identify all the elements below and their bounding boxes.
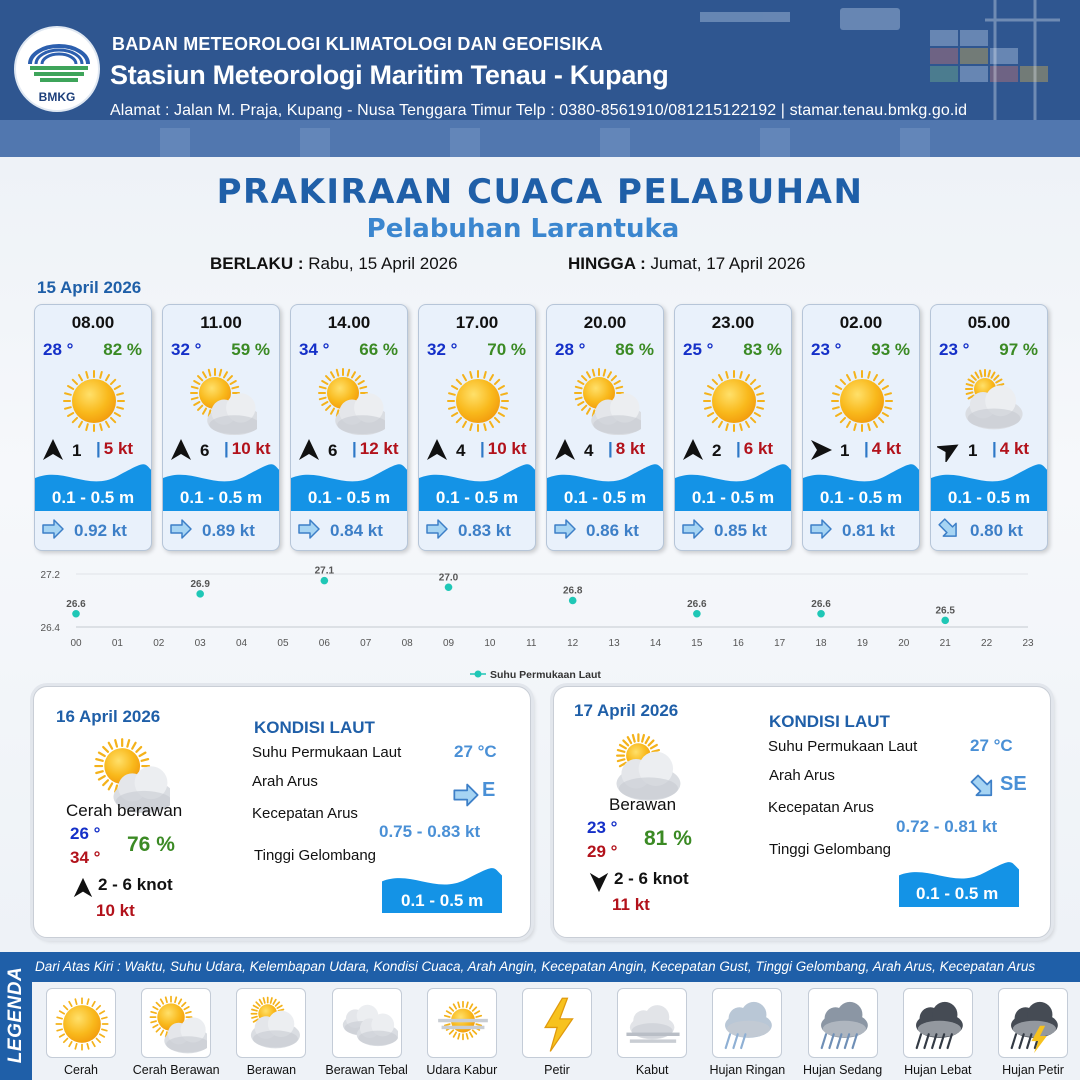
thunderstorm-icon	[1004, 994, 1064, 1054]
x-tick-label: 02	[153, 638, 165, 649]
gust-speed: | 6 kt	[736, 439, 774, 458]
current-speed: 0.85 kt	[714, 521, 767, 540]
legend-item-label: Berawan	[246, 1063, 297, 1077]
gust-value: 10 kt	[231, 439, 271, 458]
legend-icon-box	[808, 988, 878, 1058]
x-tick-label: 16	[732, 638, 744, 649]
current-speed: 0.81 kt	[842, 521, 895, 540]
wind-direction-east-arrow-icon	[809, 438, 833, 462]
sst-label: Suhu Permukaan Laut	[768, 738, 918, 755]
current-speed: 0.84 kt	[330, 521, 383, 540]
x-tick-label: 03	[194, 638, 206, 649]
wave-height: 0.1 - 0.5 m	[819, 488, 903, 507]
legend-item-label: Hujan Sedang	[802, 1063, 883, 1077]
y-tick-label: 27.2	[40, 570, 60, 581]
gust-speed: | 12 kt	[352, 439, 399, 458]
agency-name: BADAN METEOROLOGI KLIMATOLOGI DAN GEOFISIKA	[112, 34, 603, 54]
legend-item-label: Kabut	[635, 1063, 669, 1077]
hour-card	[802, 304, 920, 551]
wind-speed-range: 2 - 6 knot	[614, 869, 689, 888]
wave-height: 0.1 - 0.5 m	[947, 488, 1031, 507]
current-speed-label: Kecepatan Arus	[768, 799, 874, 816]
x-tick-label: 14	[649, 638, 662, 649]
temperature-min: 26 °	[70, 824, 101, 843]
valid-to-value: Jumat, 17 April 2026	[650, 254, 806, 273]
day-date: 16 April 2026	[56, 707, 161, 726]
air-temperature: 28 °	[43, 340, 74, 359]
legend-item	[617, 988, 687, 1077]
today-date: 15 April 2026	[37, 278, 142, 297]
wave-height-value: 0.1 - 0.5 m	[916, 884, 999, 903]
sst-point	[817, 610, 825, 618]
hour-card	[290, 304, 408, 551]
x-tick-label: 00	[70, 638, 82, 649]
x-tick-label: 08	[401, 638, 413, 649]
current-speed-value: 0.72 - 0.81 kt	[896, 817, 998, 836]
sun-cloud-icon	[571, 367, 641, 435]
sst-point	[693, 610, 701, 618]
humidity: 93 %	[871, 340, 910, 359]
sst-point	[445, 583, 453, 591]
humidity: 66 %	[359, 340, 398, 359]
x-tick-label: 05	[277, 638, 289, 649]
lightning-icon	[528, 994, 588, 1054]
wind-direction-north-arrow-icon	[553, 438, 577, 462]
hour-card	[546, 304, 664, 551]
wind-direction-north-arrow-icon	[425, 438, 449, 462]
air-temperature: 23 °	[939, 340, 970, 359]
port-name: Pelabuhan Larantuka	[366, 214, 680, 244]
gust-speed: | 10 kt	[224, 439, 271, 458]
current-speed: 0.80 kt	[970, 521, 1023, 540]
forecast-time: 20.00	[583, 313, 627, 332]
wave-height: 0.1 - 0.5 m	[435, 488, 519, 507]
sun-icon	[52, 994, 112, 1054]
air-temperature: 28 °	[555, 340, 586, 359]
bmkg-logo	[14, 26, 100, 112]
sst-point	[321, 577, 329, 585]
haze-icon	[433, 994, 493, 1054]
legend-description: Dari Atas Kiri : Waktu, Suhu Udara, Kelembapan Udara, Kondisi Cuaca, Arah Angin, Kecepatan Angin, Kecepatan Gust, Tinggi Gelombang, Arah Arus, Kecepatan Arus	[35, 959, 1036, 974]
temperature-max: 29 °	[587, 842, 618, 861]
humidity: 59 %	[231, 340, 270, 359]
current-speed-label: Kecepatan Arus	[252, 805, 358, 822]
y-tick-label: 26.4	[40, 623, 60, 634]
legend-icon-box	[903, 988, 973, 1058]
temperature-min: 23 °	[587, 818, 618, 837]
sst-data-label: 27.1	[314, 565, 335, 577]
gust-speed: | 8 kt	[608, 439, 646, 458]
legend-item-label: Berawan Tebal	[325, 1063, 408, 1077]
valid-from-value: Rabu, 15 April 2026	[308, 254, 458, 273]
wind-direction-north-arrow-icon	[41, 438, 65, 462]
sst-point	[569, 597, 577, 605]
legend-icon-box	[427, 988, 497, 1058]
gust-value: 10 kt	[487, 439, 527, 458]
x-tick-label: 11	[526, 638, 537, 649]
current-direction-east-arrow-icon	[425, 518, 449, 540]
sst-data-label: 26.8	[562, 585, 583, 597]
sst-data-label: 26.6	[811, 598, 831, 610]
wind-speed: 1	[968, 441, 978, 460]
wind-speed-range: 2 - 6 knot	[98, 875, 173, 894]
wave-height: 0.1 - 0.5 m	[179, 488, 263, 507]
heavy-rain-icon	[909, 994, 969, 1054]
legend-item-label: Udara Kabur	[426, 1063, 498, 1077]
logo-text: BMKG	[38, 90, 76, 104]
sun-icon	[699, 367, 769, 435]
wind-speed: 4	[456, 441, 466, 460]
hour-card	[34, 304, 152, 551]
legend-item-label: Cerah	[63, 1063, 99, 1077]
legend-icon-box	[236, 988, 306, 1058]
humidity: 97 %	[999, 340, 1038, 359]
station-address: Alamat : Jalan M. Praja, Kupang - Nusa Tenggara Timur Telp : 0380-8561910/081215122192 | stamar.tenau.bmkg.go.id	[110, 102, 968, 119]
humidity: 86 %	[615, 340, 654, 359]
wind-speed: 2	[712, 441, 722, 460]
sst-label: Suhu Permukaan Laut	[252, 744, 402, 761]
x-tick-label: 12	[567, 638, 579, 649]
legend-item	[236, 988, 306, 1077]
wind-direction-northeast-arrow-icon	[937, 438, 961, 462]
hour-card	[930, 304, 1048, 551]
x-tick-label: 23	[1022, 638, 1034, 649]
x-tick-label: 09	[442, 638, 455, 649]
hour-card	[674, 304, 792, 551]
fog-icon	[623, 994, 683, 1054]
humidity: 70 %	[487, 340, 526, 359]
current-direction-east-arrow-icon	[809, 518, 833, 540]
wind-speed: 1	[72, 441, 82, 460]
gust-speed: | 4 kt	[992, 439, 1030, 458]
wind-speed: 6	[200, 441, 210, 460]
legend-item	[426, 988, 498, 1077]
legend-item	[46, 988, 116, 1077]
weather-condition: Berawan	[609, 795, 677, 814]
legend-icon-box	[617, 988, 687, 1058]
legend-icon-box	[332, 988, 402, 1058]
wave-height: 0.1 - 0.5 m	[563, 488, 647, 507]
current-direction-label: Arah Arus	[769, 767, 835, 784]
wind-direction-north-arrow-icon	[681, 438, 705, 462]
forecast-time: 02.00	[839, 313, 883, 332]
x-tick-label: 22	[981, 638, 993, 649]
legend-item	[998, 988, 1068, 1077]
sst-point	[196, 590, 204, 598]
current-speed: 0.92 kt	[74, 521, 127, 540]
sst-data-label: 26.6	[687, 598, 707, 610]
wave-height-value: 0.1 - 0.5 m	[401, 891, 484, 910]
sst-data-label: 26.9	[190, 578, 210, 590]
gust-value: 12 kt	[359, 439, 399, 458]
current-direction-east-arrow-icon	[681, 518, 705, 540]
wind-direction-south-arrow-icon	[588, 871, 610, 893]
valid-from-label: BERLAKU :	[210, 254, 304, 273]
legend-icon-box	[141, 988, 211, 1058]
moderate-rain-icon	[814, 994, 874, 1054]
gust-value: 6 kt	[743, 439, 774, 458]
wind-direction-north-arrow-icon	[297, 438, 321, 462]
gust-speed: 10 kt	[96, 901, 135, 920]
cloudy-icon	[955, 367, 1025, 435]
gust-speed: | 10 kt	[480, 439, 527, 458]
air-temperature: 25 °	[683, 340, 714, 359]
sea-conditions-title: KONDISI LAUT	[254, 718, 375, 737]
gust-value: 8 kt	[615, 439, 646, 458]
wind-speed: 1	[840, 441, 850, 460]
forecast-time: 17.00	[455, 313, 499, 332]
legend-item	[522, 988, 592, 1077]
gust-value: 4 kt	[871, 439, 902, 458]
current-direction-southeast-arrow-icon	[937, 518, 961, 540]
wave-height: 0.1 - 0.5 m	[307, 488, 391, 507]
overcast-icon	[338, 994, 398, 1054]
current-direction-east-arrow-icon	[452, 782, 480, 808]
current-direction-value: SE	[1000, 773, 1027, 795]
hour-card	[418, 304, 536, 551]
legend-side-bar	[0, 952, 32, 1080]
wave-height-label: Tinggi Gelombang	[254, 847, 377, 864]
sst-data-label: 26.6	[66, 598, 86, 610]
legend-icon-box	[522, 988, 592, 1058]
legend-marker	[475, 671, 482, 678]
wave-height-label: Tinggi Gelombang	[769, 841, 892, 858]
x-tick-label: 04	[236, 638, 248, 649]
light-rain-icon	[718, 994, 778, 1054]
x-tick-label: 18	[815, 638, 827, 649]
x-tick-label: 13	[608, 638, 620, 649]
weather-condition: Cerah berawan	[66, 801, 183, 820]
forecast-time: 08.00	[71, 313, 115, 332]
x-tick-label: 21	[939, 638, 951, 649]
legend-item	[802, 988, 883, 1077]
current-direction-value: E	[482, 779, 496, 801]
sun-cloud-icon	[315, 367, 385, 435]
humidity: 83 %	[743, 340, 782, 359]
air-temperature: 32 °	[171, 340, 202, 359]
valid-from	[210, 254, 458, 274]
legend-title: LEGENDA	[5, 966, 26, 1064]
cloudy-icon	[242, 994, 302, 1054]
sst-value: 27 °C	[970, 736, 1013, 755]
gust-value: 4 kt	[999, 439, 1030, 458]
legend-item	[325, 988, 408, 1077]
sst-data-label: 26.5	[935, 605, 955, 617]
x-tick-label: 19	[856, 638, 868, 649]
current-speed: 0.89 kt	[202, 521, 255, 540]
x-tick-label: 17	[774, 638, 786, 649]
current-direction-east-arrow-icon	[553, 518, 577, 540]
gust-speed: | 5 kt	[96, 439, 134, 458]
sea-surface-temperature-chart	[30, 562, 1050, 682]
air-temperature: 34 °	[299, 340, 330, 359]
current-direction-east-arrow-icon	[41, 518, 65, 540]
wind-direction-north-arrow-icon	[72, 877, 94, 899]
wind-speed: 6	[328, 441, 338, 460]
x-tick-label: 07	[360, 638, 372, 649]
humidity: 82 %	[103, 340, 142, 359]
current-direction-label: Arah Arus	[252, 773, 318, 790]
sst-value: 27 °C	[454, 742, 497, 761]
hourly-forecast	[34, 304, 1054, 551]
x-tick-label: 15	[691, 638, 703, 649]
current-direction-east-arrow-icon	[297, 518, 321, 540]
x-tick-label: 06	[318, 638, 330, 649]
legend-icon-box	[712, 988, 782, 1058]
day-panel-17-april	[553, 686, 1051, 938]
air-temperature: 23 °	[811, 340, 842, 359]
sst-point	[72, 610, 80, 618]
current-speed: 0.86 kt	[586, 521, 639, 540]
day-panel-16-april	[33, 686, 531, 938]
legend-item-label: Petir	[544, 1063, 570, 1077]
x-tick-label: 01	[111, 638, 123, 649]
valid-to	[568, 254, 805, 274]
temperature-max: 34 °	[70, 848, 101, 867]
current-speed-value: 0.75 - 0.83 kt	[379, 822, 481, 841]
gust-speed: 11 kt	[612, 895, 650, 914]
wave-height: 0.1 - 0.5 m	[691, 488, 775, 507]
humidity: 76 %	[127, 833, 175, 856]
gust-speed: | 4 kt	[864, 439, 902, 458]
sst-point	[941, 617, 949, 625]
x-tick-label: 20	[898, 638, 910, 649]
legend-icon-box	[46, 988, 116, 1058]
header-banner	[0, 0, 1080, 157]
current-direction-east-arrow-icon	[169, 518, 193, 540]
legend-item	[709, 988, 786, 1077]
legend-item-label: Cerah Berawan	[132, 1063, 220, 1077]
legend-item	[903, 988, 973, 1077]
day-date: 17 April 2026	[574, 701, 679, 720]
legend-item-label: Hujan Petir	[1002, 1063, 1064, 1077]
current-direction-southeast-arrow-icon	[969, 774, 997, 800]
x-tick-label: 10	[484, 638, 496, 649]
legend-description-bar	[32, 952, 1080, 982]
forecast-time: 05.00	[967, 313, 1011, 332]
air-temperature: 32 °	[427, 340, 458, 359]
hour-card	[162, 304, 280, 551]
current-speed: 0.83 kt	[458, 521, 511, 540]
sst-data-label: 27.0	[438, 572, 459, 584]
wind-speed: 4	[584, 441, 594, 460]
forecast-time: 11.00	[200, 313, 242, 332]
sun-icon	[59, 367, 129, 435]
legend-item-label: Hujan Lebat	[904, 1063, 972, 1077]
legend-item	[132, 988, 220, 1077]
sun-cloud-icon	[187, 367, 257, 435]
valid-to-label: HINGGA :	[568, 254, 646, 273]
wind-direction-north-arrow-icon	[169, 438, 193, 462]
legend-icon-box	[998, 988, 1068, 1058]
station-name: Stasiun Meteorologi Maritim Tenau - Kupang	[110, 60, 669, 90]
legend-series-name: Suhu Permukaan Laut	[490, 669, 601, 681]
sun-icon	[443, 367, 513, 435]
wave-height: 0.1 - 0.5 m	[51, 488, 135, 507]
page-title: PRAKIRAAN CUACA PELABUHAN	[216, 172, 864, 212]
humidity: 81 %	[644, 827, 692, 850]
legend-item-label: Hujan Ringan	[709, 1063, 786, 1077]
sun-cloud-icon	[147, 994, 207, 1054]
sun-icon	[827, 367, 897, 435]
legend	[0, 952, 1080, 1080]
forecast-time: 14.00	[327, 313, 371, 332]
sea-conditions-title: KONDISI LAUT	[769, 712, 890, 731]
gust-value: 5 kt	[103, 439, 134, 458]
forecast-time: 23.00	[711, 313, 755, 332]
